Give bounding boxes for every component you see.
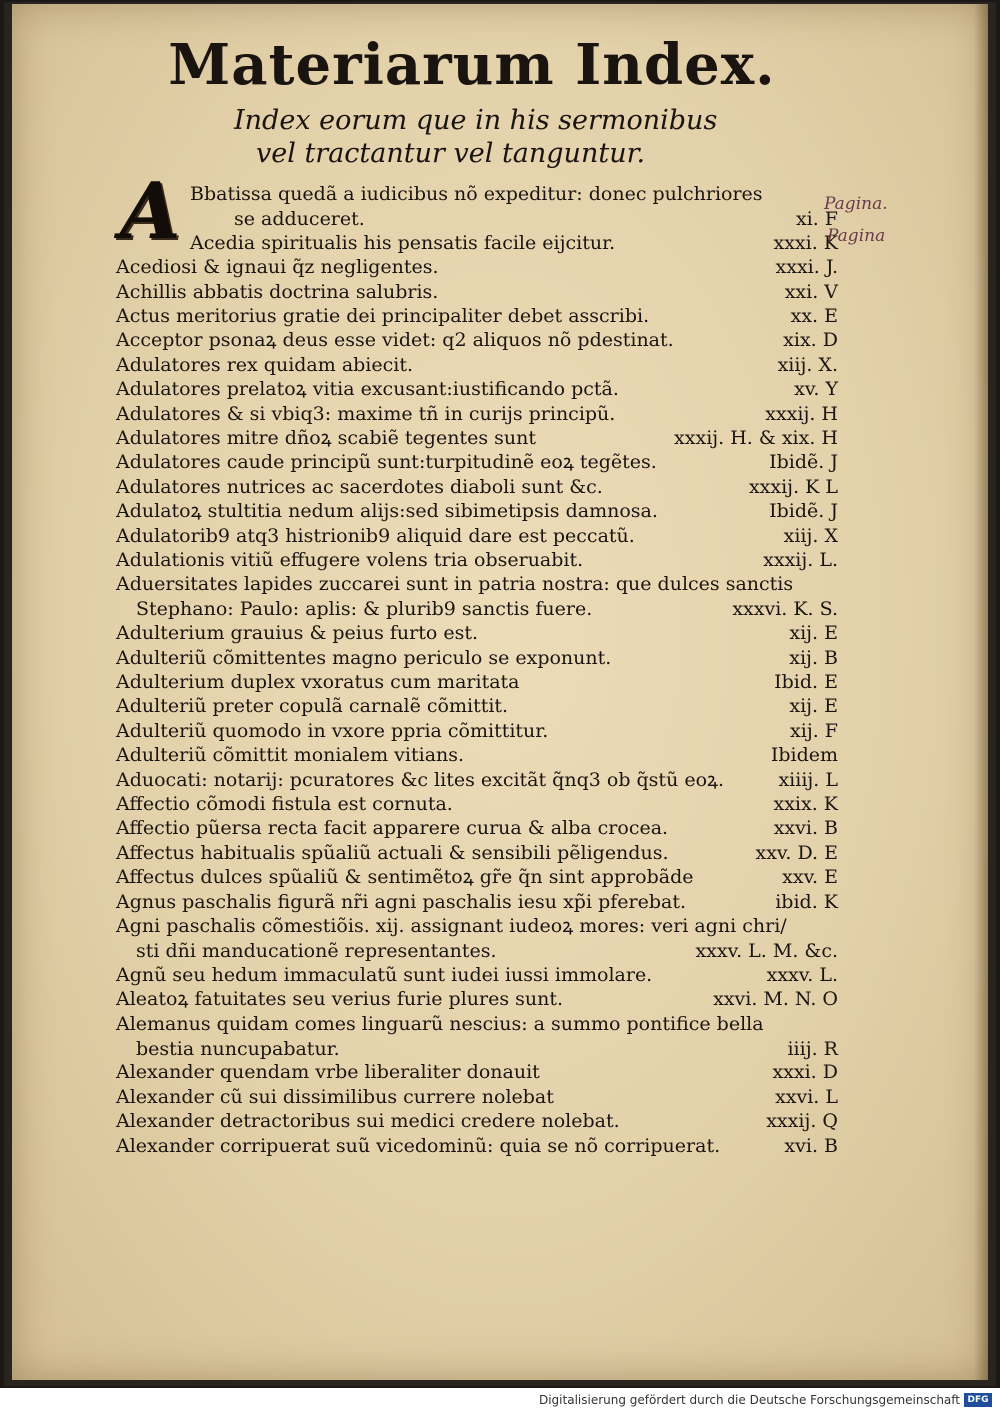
- index-entries: [12, 4, 988, 1380]
- entry-continuation: Stephano: Paulo: aplis: & plurib9 sanctis fuere.: [136, 598, 593, 620]
- entry-text: Acceptor psonaꝝ deus esse videt: q2 aliquos nõ pdestinat.: [116, 329, 674, 351]
- entry-text: Adulteriũ cõmittentes magno periculo se exponunt.: [116, 647, 612, 669]
- index-entry: [116, 328, 838, 353]
- entry-text: Adulatores mitre dñoꝝ scabiẽ tegentes sunt: [116, 427, 536, 449]
- index-entry: [116, 890, 838, 915]
- index-entry: [116, 1085, 838, 1110]
- entry-reference: xiij. X: [783, 525, 838, 547]
- entry-text: Adulatorib9 atq3 histrionib9 aliquid dare est peccatũ.: [116, 525, 635, 547]
- entry-continuation: bestia nuncupabatur.: [136, 1038, 340, 1060]
- index-entry: [116, 1134, 838, 1159]
- entry-text: Adulationis vitiũ effugere volens tria obseruabit.: [116, 549, 584, 571]
- entry-reference: xxvi. B: [773, 817, 838, 839]
- index-entry: [116, 572, 838, 620]
- entry-text: Agnũ seu hedum immaculatũ sunt iudei iussi immolare.: [116, 964, 653, 986]
- entry-continuation-reference: xxxvi. K. S.: [732, 598, 838, 620]
- index-entry: [116, 816, 838, 841]
- index-entry: [116, 475, 838, 500]
- entry-reference: xij. E: [789, 695, 838, 717]
- index-entry: [116, 280, 838, 305]
- entry-text: Agni paschalis cõmestiõis. xij. assignant iudeoꝝ mores: veri agni chri/: [116, 915, 787, 937]
- entry-text: Bbatissa quedã a iudicibus nõ expeditur: donec pulchriores: [190, 183, 763, 205]
- entry-text: Adulatoꝝ stultitia nedum alijs:sed sibimetipsis damnosa.: [116, 500, 658, 522]
- index-entry: [116, 768, 838, 793]
- index-entry: [116, 402, 838, 427]
- entry-text: Adulteriũ preter copulã carnalẽ cõmittit.: [116, 695, 509, 717]
- index-entry: [116, 646, 838, 671]
- entry-text: Aleatoꝝ fatuitates seu verius furie plures sunt.: [116, 988, 564, 1010]
- entry-text: Alexander cũ sui dissimilibus currere nolebat: [116, 1086, 554, 1108]
- entry-reference: xij. B: [789, 647, 838, 669]
- index-entry: [116, 963, 838, 988]
- index-entry: [116, 694, 838, 719]
- entry-text: Acediosi & ignaui q̃z negligentes.: [116, 256, 439, 278]
- subtitle-line-1: Index eorum que in his sermonibus: [234, 105, 718, 136]
- index-entry: [116, 450, 838, 475]
- entry-reference: Ibid. E: [774, 671, 838, 693]
- entry-text: Adulterium duplex vxoratus cum maritata: [116, 671, 520, 693]
- entry-reference: xxvi. M. N. O: [713, 988, 838, 1010]
- entry-text: Affectio cõmodi fistula est cornuta.: [116, 793, 453, 815]
- entry-reference: xxxij. H: [765, 403, 838, 425]
- dfg-logo: DFG: [964, 1393, 992, 1407]
- page-title: Materiarum Index.: [168, 32, 776, 98]
- index-entry: [116, 865, 838, 890]
- index-entry: [116, 524, 838, 549]
- index-entry: [116, 426, 838, 451]
- index-entry: [116, 304, 838, 329]
- entry-text: Alemanus quidam comes linguarũ nescius: a summo pontifice bella: [116, 1013, 764, 1035]
- entry-reference: xxvi. L: [775, 1086, 838, 1108]
- margin-note-2: Pagina: [827, 226, 886, 246]
- entry-reference: xiiij. L: [778, 769, 838, 791]
- entry-text: Achillis abbatis doctrina salubris.: [116, 281, 439, 303]
- entry-reference: xxxij. H. & xix. H: [674, 427, 838, 449]
- entry-text: Agnus paschalis figurã nr̃i agni paschalis iesu xp̃i pferebat.: [116, 891, 686, 913]
- entry-text: Aduocati: notarij: pcuratores &c lites excitãt q̃nq3 ob q̃stũ eoꝝ.: [116, 769, 725, 791]
- entry-text: Alexander corripuerat suũ vicedominũ: quia se nõ corripuerat.: [116, 1135, 721, 1157]
- entry-text: Adulterium grauius & peius furto est.: [116, 622, 479, 644]
- entry-text: Adulatores prelatoꝝ vitia excusant:iustificando pctã.: [116, 378, 619, 400]
- entry-text: Adulteriũ cõmittit monialem vitians.: [116, 744, 465, 766]
- entry-reference: xxxi. K: [773, 232, 838, 254]
- entry-reference: xiij. X.: [777, 354, 838, 376]
- entry-reference: xxxi. J.: [775, 256, 838, 278]
- index-entry: [116, 743, 838, 768]
- entry-reference: xxxij. Q: [766, 1110, 838, 1132]
- index-entry: [116, 255, 838, 280]
- entry-text: Affectus habitualis spũaliũ actuali & sensibili pẽligendus.: [116, 842, 669, 864]
- entry-text: Adulteriũ quomodo in vxore ppria cõmittitur.: [116, 720, 549, 742]
- index-entry: [190, 231, 838, 256]
- index-entry: [116, 670, 838, 695]
- entry-text: Acedia spiritualis his pensatis facile eijcitur.: [190, 232, 616, 254]
- entry-text: Affectio pũersa recta facit apparere curua & alba crocea.: [116, 817, 669, 839]
- index-entry: [116, 353, 838, 378]
- entry-reference: xxi. V: [784, 281, 838, 303]
- entry-continuation: sti dñi manducationẽ representantes.: [136, 940, 497, 962]
- entry-reference: xxxi. D: [772, 1061, 838, 1083]
- index-entry: [116, 1060, 838, 1085]
- entry-reference: xix. D: [783, 329, 838, 351]
- entry-reference: xxix. K: [773, 793, 838, 815]
- entry-text: Affectus dulces spũaliũ & sentimẽtoꝝ gr̃e q̃n sint approbãde: [116, 866, 694, 888]
- entry-reference: xv. Y: [794, 378, 838, 400]
- entry-reference: xij. E: [789, 622, 838, 644]
- entry-reference: xxxij. L.: [763, 549, 838, 571]
- entry-reference: Ibidem: [770, 744, 838, 766]
- entry-continuation-reference: iiij. R: [787, 1038, 838, 1060]
- entry-text: Adulatores & si vbiq3: maxime tñ in curijs principũ.: [116, 403, 616, 425]
- entry-reference: xxv. D. E: [755, 842, 838, 864]
- index-entry: [116, 719, 838, 744]
- index-entry: [116, 1109, 838, 1134]
- entry-text: Aduersitates lapides zuccarei sunt in patria nostra: que dulces sanctis: [116, 573, 794, 595]
- funding-credit: Digitalisierung gefördert durch die Deutsche Forschungsgemeinschaft: [538, 1393, 960, 1407]
- entry-reference: xxxv. L.: [766, 964, 838, 986]
- entry-reference: xxv. E: [782, 866, 838, 888]
- entry-reference: xij. F: [790, 720, 838, 742]
- entry-reference: Ibidẽ. J: [769, 500, 838, 522]
- book-page: [12, 4, 988, 1380]
- entry-reference: xvi. B: [784, 1135, 838, 1157]
- entry-text: Alexander quendam vrbe liberaliter donauit: [116, 1061, 540, 1083]
- index-entry: [116, 499, 838, 524]
- index-entry: [116, 987, 838, 1012]
- index-entry: [116, 548, 838, 573]
- entry-text: Adulatores caude principũ sunt:turpitudinẽ eoꝝ tegẽtes.: [116, 451, 657, 473]
- index-entry: [116, 377, 838, 402]
- entry-text: Adulatores rex quidam abiecit.: [116, 354, 414, 376]
- index-entry: [116, 914, 838, 962]
- entry-reference: xxxij. K L: [748, 476, 838, 498]
- entry-reference: Ibidẽ. J: [769, 451, 838, 473]
- index-entry: [116, 792, 838, 817]
- entry-continuation-reference: xxxv. L. M. &c.: [695, 940, 838, 962]
- entry-text: Adulatores nutrices ac sacerdotes diaboli sunt &c.: [116, 476, 603, 498]
- subtitle-line-2: vel tractantur vel tanguntur.: [256, 138, 646, 169]
- index-entry: [190, 182, 838, 230]
- footer-bar: [0, 1388, 1000, 1413]
- entry-text: Actus meritorius gratie dei principaliter debet asscribi.: [116, 305, 650, 327]
- index-entry: [116, 621, 838, 646]
- entry-continuation: se adduceret.: [234, 208, 365, 230]
- entry-continuation-reference: xi. F: [795, 208, 838, 230]
- drop-cap-initial: A: [120, 166, 181, 257]
- margin-note-1: Pagina.: [824, 194, 888, 214]
- entry-reference: xx. E: [790, 305, 838, 327]
- entry-reference: ibid. K: [775, 891, 838, 913]
- index-entry: [116, 841, 838, 866]
- entry-text: Alexander detractoribus sui medici credere nolebat.: [116, 1110, 620, 1132]
- index-entry: [116, 1012, 838, 1060]
